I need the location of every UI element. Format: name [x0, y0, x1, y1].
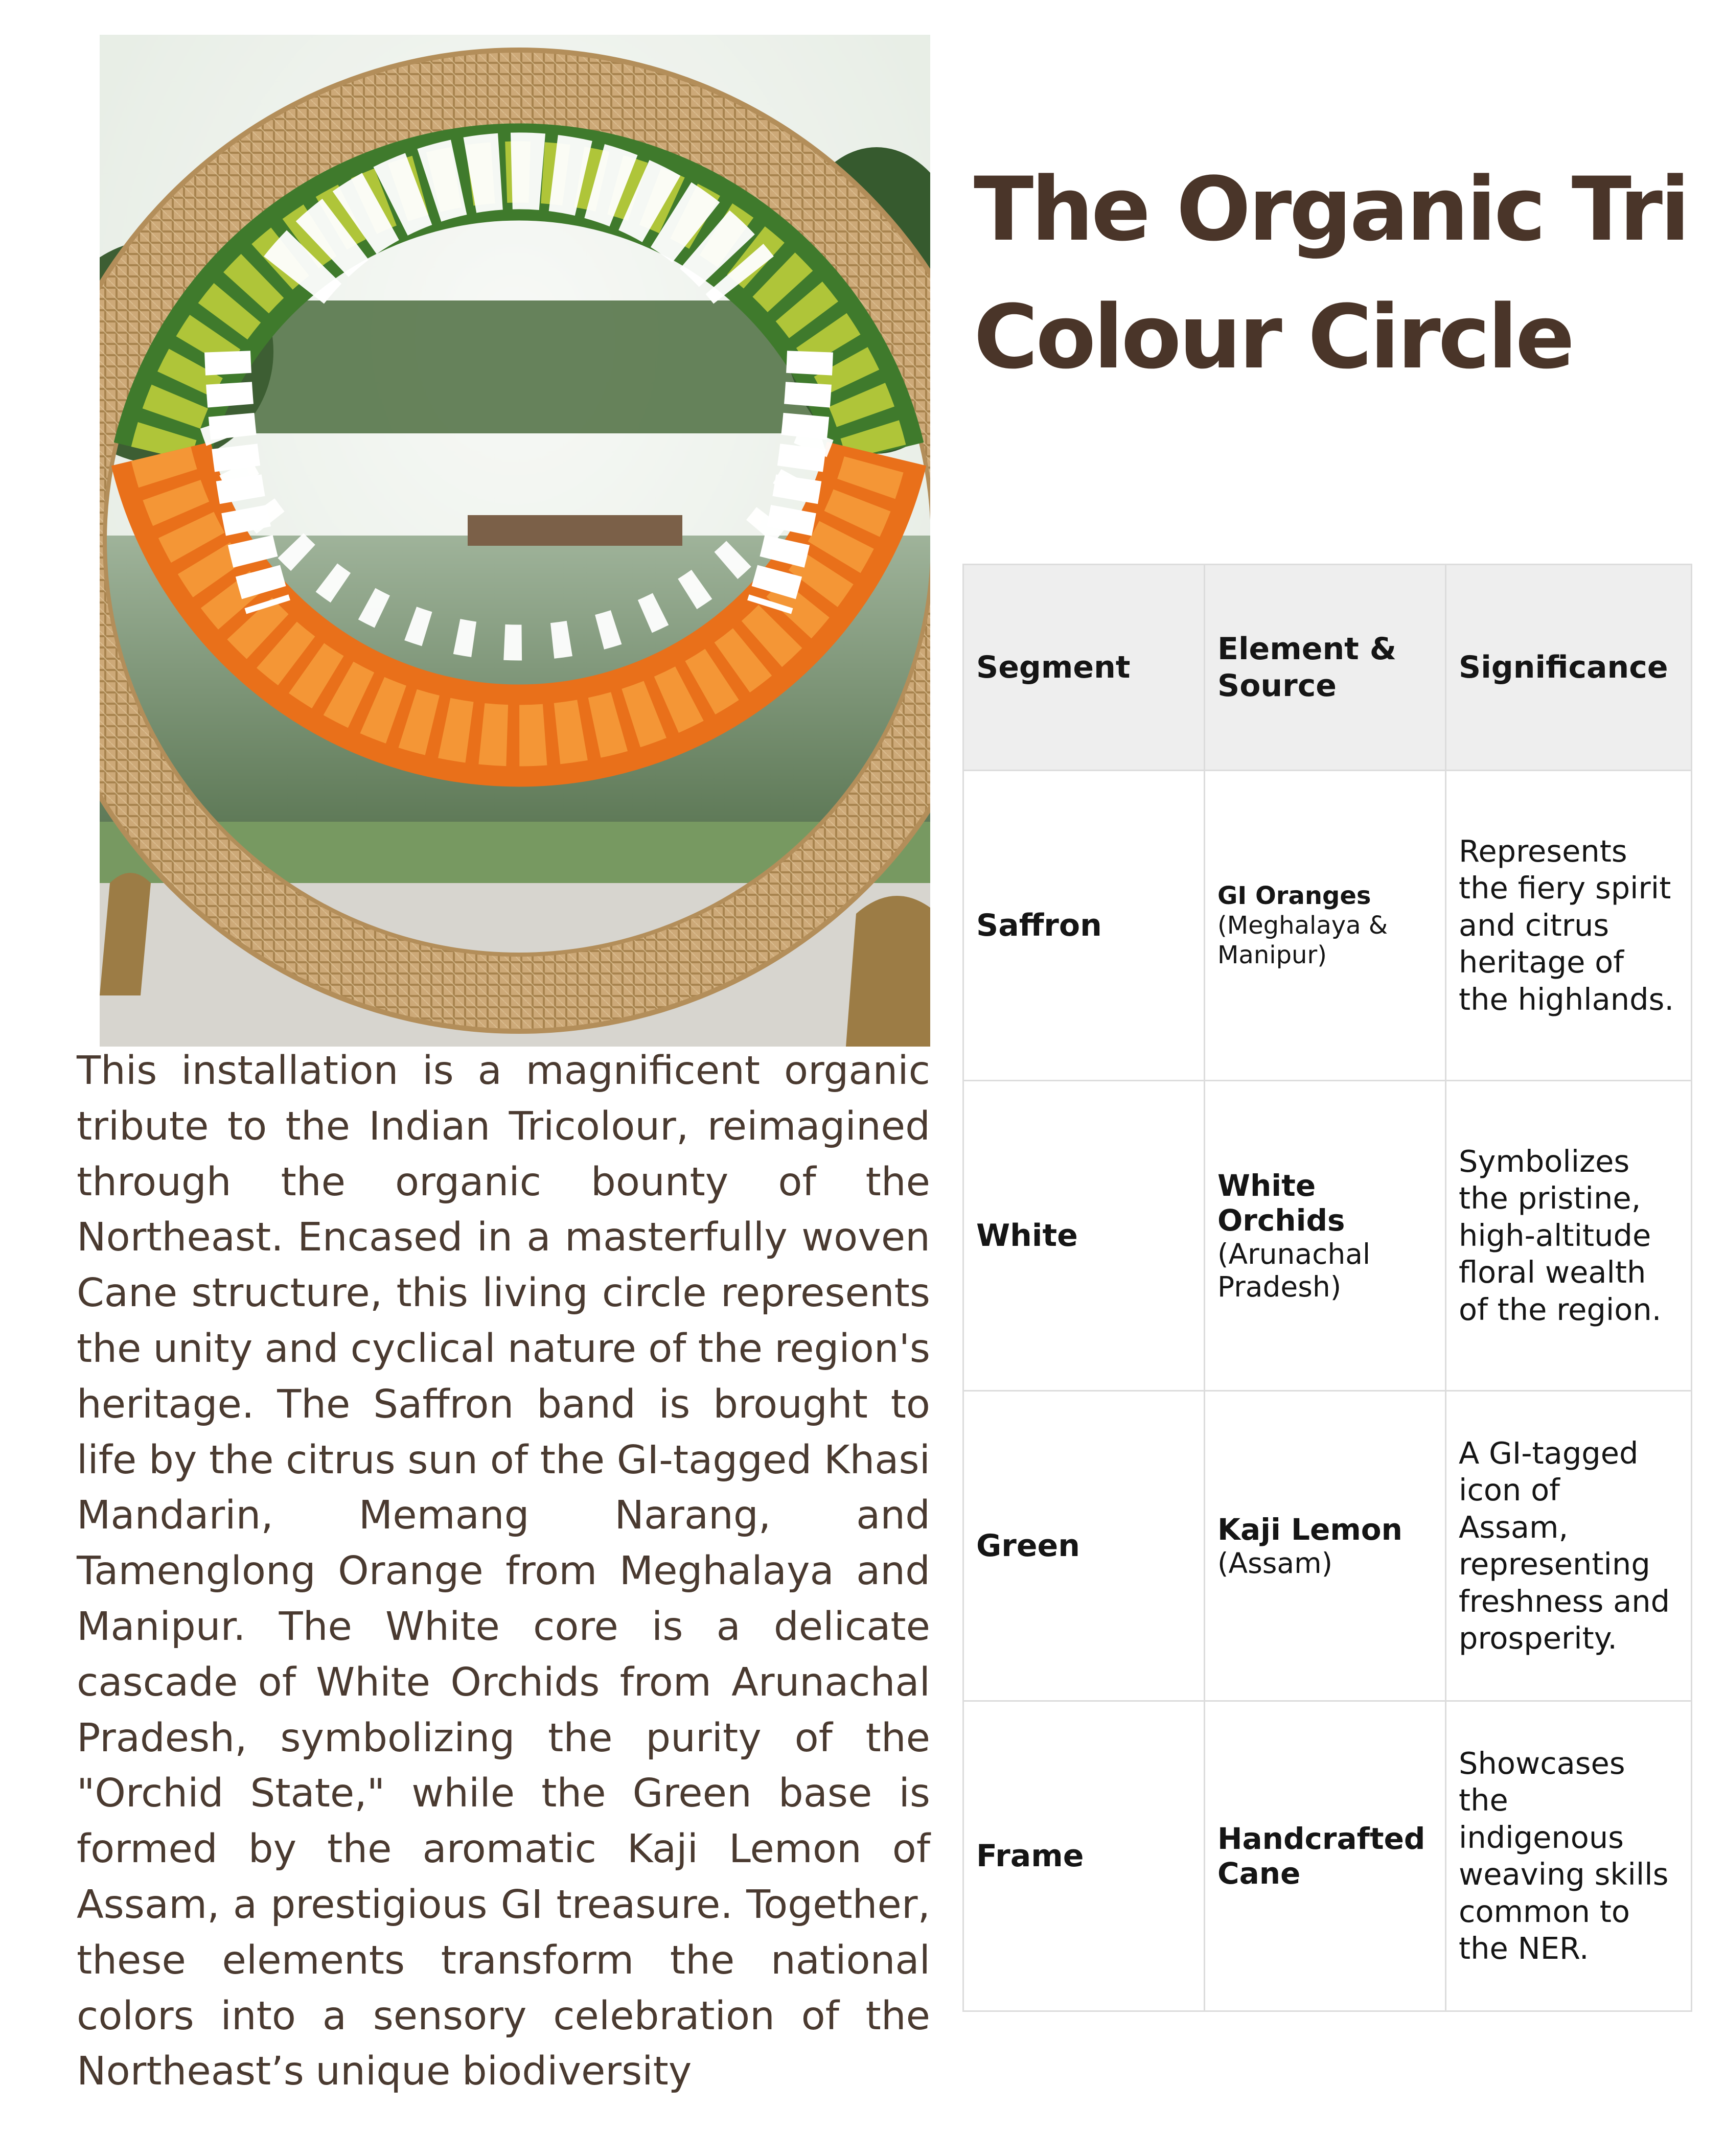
element-cell	[1205, 1701, 1446, 2011]
components-table	[962, 564, 1691, 2012]
header-segment: Segment	[963, 565, 1205, 771]
table-row	[963, 1391, 1692, 1701]
significance-cell: Represents the fiery spirit and citrus heritage of the highlands.	[1446, 771, 1692, 1081]
page-title: The Organic Tri Colour Circle	[974, 158, 1688, 388]
description-paragraph: This installation is a magnificent organic tribute to the Indian Tricolour, reimagined through the organic bounty of the Northeast. Encased in a masterfully woven Cane structure, this living circle represents the unity and cyclical nature of the region's heritage. The Saffron band is brought to life by the citrus sun of the GI-tagged Khasi Mandarin, Memang Narang, and Tamenglong Orange from Meghalaya and Manipur. The White core is a delicate cascade of White Orchids from Arunachal Pradesh, symbolizing the purity of the "Orchid State," while the Green base is formed by the aromatic Kaji Lemon of Assam, a prestigious GI treasure. Together, these elements transform the national colors into a sensory celebration of the Northeast’s unique biodiversity	[77, 1048, 930, 2095]
element-name: Kaji Lemon	[1217, 1512, 1402, 1547]
element-source: (Arunachal Pradesh)	[1217, 1238, 1371, 1303]
element-name: GI Oranges	[1217, 882, 1371, 910]
significance-cell: A GI-tagged icon of Assam, representing freshness and prosperity.	[1446, 1391, 1692, 1701]
element-cell	[1205, 1081, 1446, 1391]
element-name: White Orchids	[1217, 1168, 1345, 1238]
significance-cell: Showcases the indigenous weaving skills common to the NER.	[1446, 1701, 1692, 2011]
segment-cell: White	[963, 1081, 1205, 1391]
tricolour-circle-image	[100, 35, 930, 1047]
table-row	[963, 1701, 1692, 2011]
segment-cell: Frame	[963, 1701, 1205, 2011]
significance-cell: Symbolizes the pristine, high-altitude floral wealth of the region.	[1446, 1081, 1692, 1391]
element-cell	[1205, 1391, 1446, 1701]
segment-cell: Green	[963, 1391, 1205, 1701]
header-element-source: Element & Source	[1205, 565, 1446, 771]
element-name: Handcrafted Cane	[1217, 1821, 1425, 1891]
installation-photo	[100, 35, 930, 1047]
table-row	[963, 1081, 1692, 1391]
element-cell	[1205, 771, 1446, 1081]
header-significance: Significance	[1446, 565, 1692, 771]
table-header-row	[963, 565, 1692, 771]
segment-cell: Saffron	[963, 771, 1205, 1081]
element-source: (Meghalaya & Manipur)	[1217, 911, 1388, 969]
table-row	[963, 771, 1692, 1081]
element-source: (Assam)	[1217, 1547, 1333, 1580]
